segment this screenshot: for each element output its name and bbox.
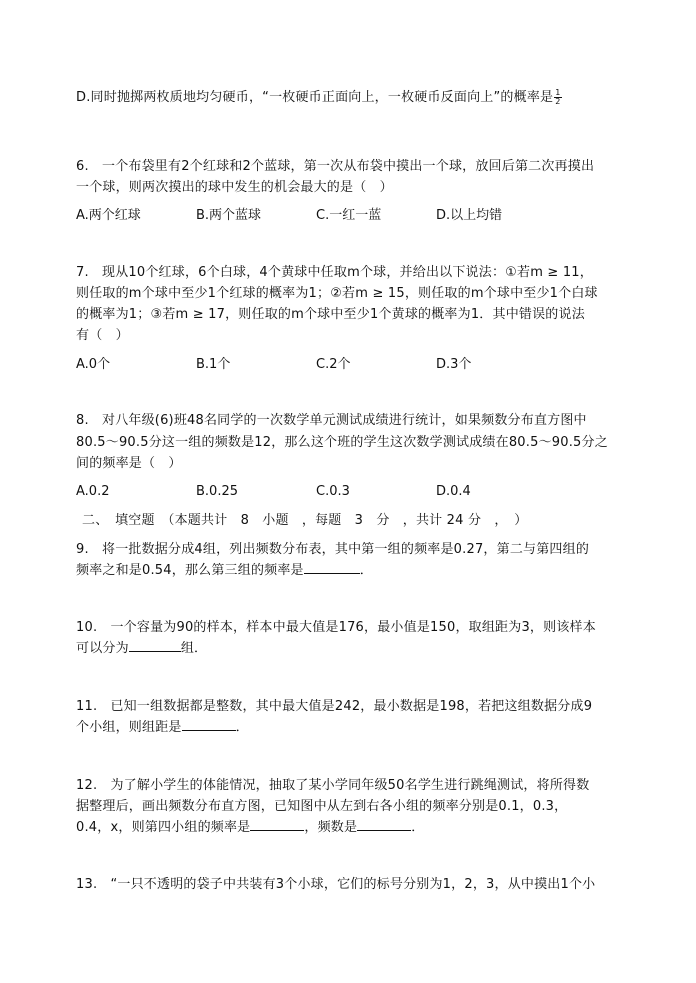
q10-line-2: 可以分为 组． [76,641,208,656]
fraction-one-half: $\frac{1}{2}$ [555,88,561,106]
q6-option-d: D.以上均错 [436,208,503,223]
section-2-title: 二、 填空题 （本题共计 8 小题 ，每题 3 分 ，共计 24 分 ， ） [82,513,528,528]
q10-answer-blank[interactable] [129,639,181,652]
q13-line-1: 13. “一只不透明的袋子中共装有3个小球，它们的标号分别为1，2，3，从中摸出1个小 [76,877,596,892]
q8-line-1: 8. 对八年级(6)班48名同学的一次数学单元测试成绩进行统计，如果频数分布直方图中 [76,413,587,428]
q12-frequency-blank[interactable] [250,818,304,831]
q5-option-d [76,88,562,108]
q11-line-1: 11. 已知一组数据都是整数，其中最大值是242，最小数据是198，若把这组数据分成9 [76,699,593,714]
q7-line-2: 则任取的m个球中至少1个红球的概率为1；②若m ≥ 15，则任取的m个球中至少1个白球 [76,286,598,301]
q12-line-2: 据整理后，画出频数分布直方图，已知图中从左到右各小组的频率分别是0.1，0.3， [76,799,568,814]
q6-option-c: C.一红一蓝 [316,208,382,223]
q9-line-2: 频率之和是0.54，那么第三组的频率是 ． [76,563,373,578]
q7-line-1: 7. 现从10个红球，6个白球，4个黄球中任取m个球，并给出以下说法：①若m ≥ 11， [76,265,593,280]
q8-option-d: D.0.4 [436,484,471,499]
q10-line-1: 10. 一个容量为90的样本，样本中最大值是176，最小值是150，取组距为3，则该样本 [76,620,596,635]
q8-line-3: 间的频率是（ ） [76,456,182,471]
q12-line-1: 12. 为了解小学生的体能情况，抽取了某小学同年级50名学生进行跳绳测试，将所得数 [76,778,590,793]
q6-line-1: 6. 一个布袋里有2个红球和2个蓝球，第一次从布袋中摸出一个球，放回后第二次再摸出 [76,159,595,174]
q7-line-3: 的概率为1；③若m ≥ 17，则任取的m个球中至少1个黄球的概率为1．其中错误的说法 [76,307,585,322]
q8-option-a: A.0.2 [76,484,110,499]
q7-option-b: B.1个 [196,357,231,372]
q7-line-4: 有（ ） [76,328,129,343]
q8-line-2: 80.5～90.5分这一组的频数是12，那么这个班的学生这次数学测试成绩在80.5～90.5分之 [76,435,608,450]
q6-line-2: 一个球，则两次摸出的球中发生的机会最大的是（ ） [76,180,393,195]
q11-answer-blank[interactable] [182,718,236,731]
q6-option-a: A.两个红球 [76,208,141,223]
q7-option-c: C.2个 [316,357,351,372]
q12-count-blank[interactable] [357,818,411,831]
q8-option-b: B.0.25 [196,484,238,499]
q5-option-d-text: D.同时抛掷两枚质地均匀硬币，“一枚硬币正面向上，一枚硬币反面向上”的概率是 [76,90,554,105]
q6-option-b: B.两个蓝球 [196,208,262,223]
q9-answer-blank[interactable] [304,561,360,574]
q12-line-3: 0.4，x，则第四小组的频率是 ，频数是 ． [76,820,425,835]
q9-line-1: 9. 将一批数据分成4组，列出频数分布表，其中第一组的频率是0.27，第二与第四组的 [76,542,590,557]
q11-line-2: 个小组，则组距是 ． [76,720,249,735]
q8-option-c: C.0.3 [316,484,350,499]
q7-option-a: A.0个 [76,357,111,372]
q7-option-d: D.3个 [436,357,472,372]
